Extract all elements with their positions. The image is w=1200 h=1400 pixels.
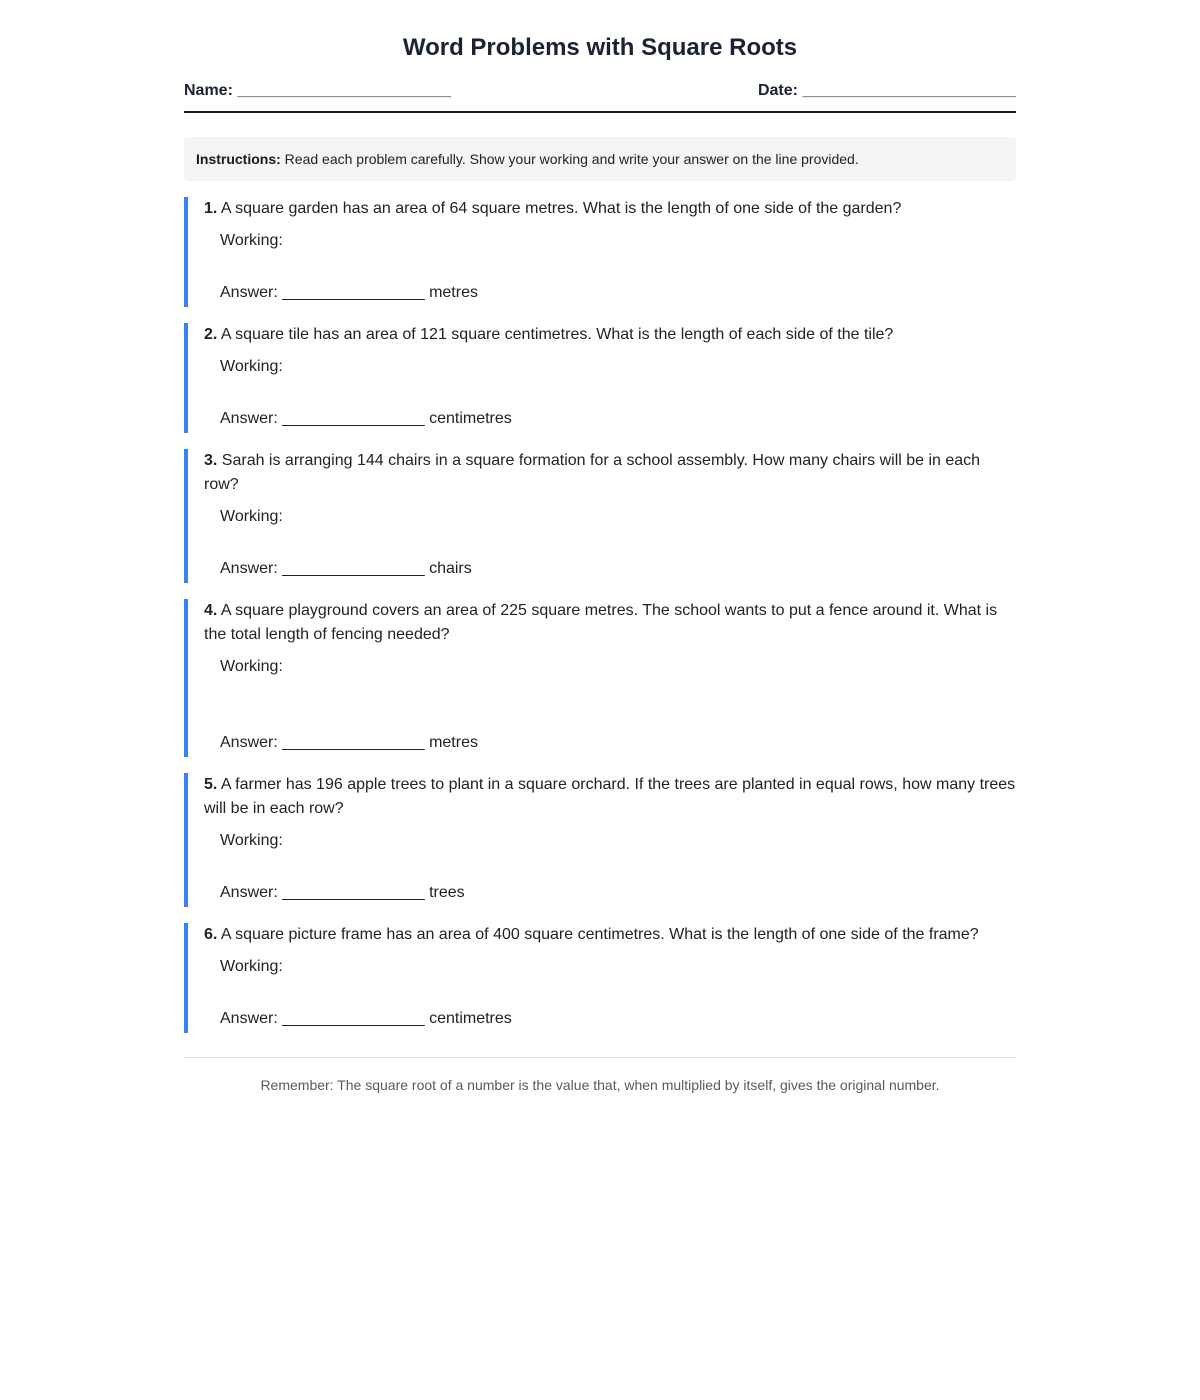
working-area[interactable]: Working: <box>220 958 283 975</box>
answer-blank[interactable]: ________________ <box>282 560 425 577</box>
instructions-label: Instructions: <box>196 151 281 167</box>
answer-label: Answer: <box>220 560 283 577</box>
question-text <box>204 323 1016 347</box>
question-body: A square garden has an area of 64 square metres. What is the length of one side of the garden? <box>217 200 902 217</box>
answer-label: Answer: <box>220 284 283 301</box>
answer-blank[interactable]: ________________ <box>282 284 425 301</box>
question-text <box>204 197 1016 221</box>
date-label: Date: <box>757 82 798 99</box>
answer-line[interactable] <box>220 407 1016 433</box>
answer-unit: centimetres <box>424 410 512 427</box>
working-area[interactable]: Working: <box>220 658 283 675</box>
instructions-text: Read each problem carefully. Show your working and write your answer on the line provided. <box>280 151 859 167</box>
instructions-box <box>184 137 1016 181</box>
question-body: A square playground covers an area of 225 square metres. The school wants to put a fence around it. What is the total length of fencing needed? <box>204 602 998 643</box>
problem-4 <box>184 599 1016 757</box>
answer-blank[interactable]: ________________ <box>282 1010 425 1027</box>
working-area[interactable]: Working: <box>220 232 283 249</box>
name-label: Name: <box>184 82 233 99</box>
working-area[interactable]: Working: <box>220 832 283 849</box>
problem-3 <box>184 449 1016 583</box>
problem-2 <box>184 323 1016 433</box>
answer-unit: trees <box>424 884 465 901</box>
answer-unit: chairs <box>424 560 472 577</box>
name-blank[interactable]: ________________________ <box>237 82 451 99</box>
date-field[interactable] <box>758 81 1016 101</box>
date-blank[interactable]: ________________________ <box>802 82 1016 99</box>
question-number: 6. <box>204 926 218 943</box>
question-number: 4. <box>204 602 218 619</box>
answer-label: Answer: <box>220 1010 283 1027</box>
question-number: 1. <box>204 200 218 217</box>
answer-line[interactable] <box>220 281 1016 307</box>
answer-line[interactable] <box>220 731 1016 757</box>
worksheet-page <box>184 0 1016 1094</box>
question-number: 3. <box>204 452 218 469</box>
question-body: Sarah is arranging 144 chairs in a square formation for a school assembly. How many chairs will be in each row? <box>204 452 981 493</box>
footer-reminder: Remember: The square root of a number is the value that, when multiplied by itself, gives the original number. <box>260 1077 940 1093</box>
page-title: Word Problems with Square Roots <box>402 34 798 61</box>
working-area[interactable]: Working: <box>220 508 283 525</box>
working-area[interactable]: Working: <box>220 358 283 375</box>
question-number: 5. <box>204 776 218 793</box>
question-text <box>204 923 1016 947</box>
question-text <box>204 773 1016 821</box>
answer-line[interactable] <box>220 881 1016 907</box>
answer-label: Answer: <box>220 410 283 427</box>
question-body: A square picture frame has an area of 400 square centimetres. What is the length of one side of the frame? <box>217 926 979 943</box>
answer-line[interactable] <box>220 557 1016 583</box>
problem-1 <box>184 197 1016 307</box>
question-number: 2. <box>204 326 218 343</box>
answer-blank[interactable]: ________________ <box>282 884 425 901</box>
answer-unit: centimetres <box>424 1010 512 1027</box>
name-date-row <box>184 81 1016 113</box>
footer-divider <box>184 1057 1016 1058</box>
answer-unit: metres <box>424 284 478 301</box>
question-body: A farmer has 196 apple trees to plant in a square orchard. If the trees are planted in equal rows, how many trees will be in each row? <box>204 776 1016 817</box>
answer-blank[interactable]: ________________ <box>282 734 425 751</box>
answer-label: Answer: <box>220 734 283 751</box>
name-field[interactable] <box>184 81 451 101</box>
answer-label: Answer: <box>220 884 283 901</box>
problem-5 <box>184 773 1016 907</box>
question-text <box>204 449 1016 497</box>
problem-6 <box>184 923 1016 1033</box>
answer-unit: metres <box>424 734 478 751</box>
answer-blank[interactable]: ________________ <box>282 410 425 427</box>
question-body: A square tile has an area of 121 square centimetres. What is the length of each side of the tile? <box>217 326 894 343</box>
answer-line[interactable] <box>220 1007 1016 1033</box>
question-text <box>204 599 1016 647</box>
